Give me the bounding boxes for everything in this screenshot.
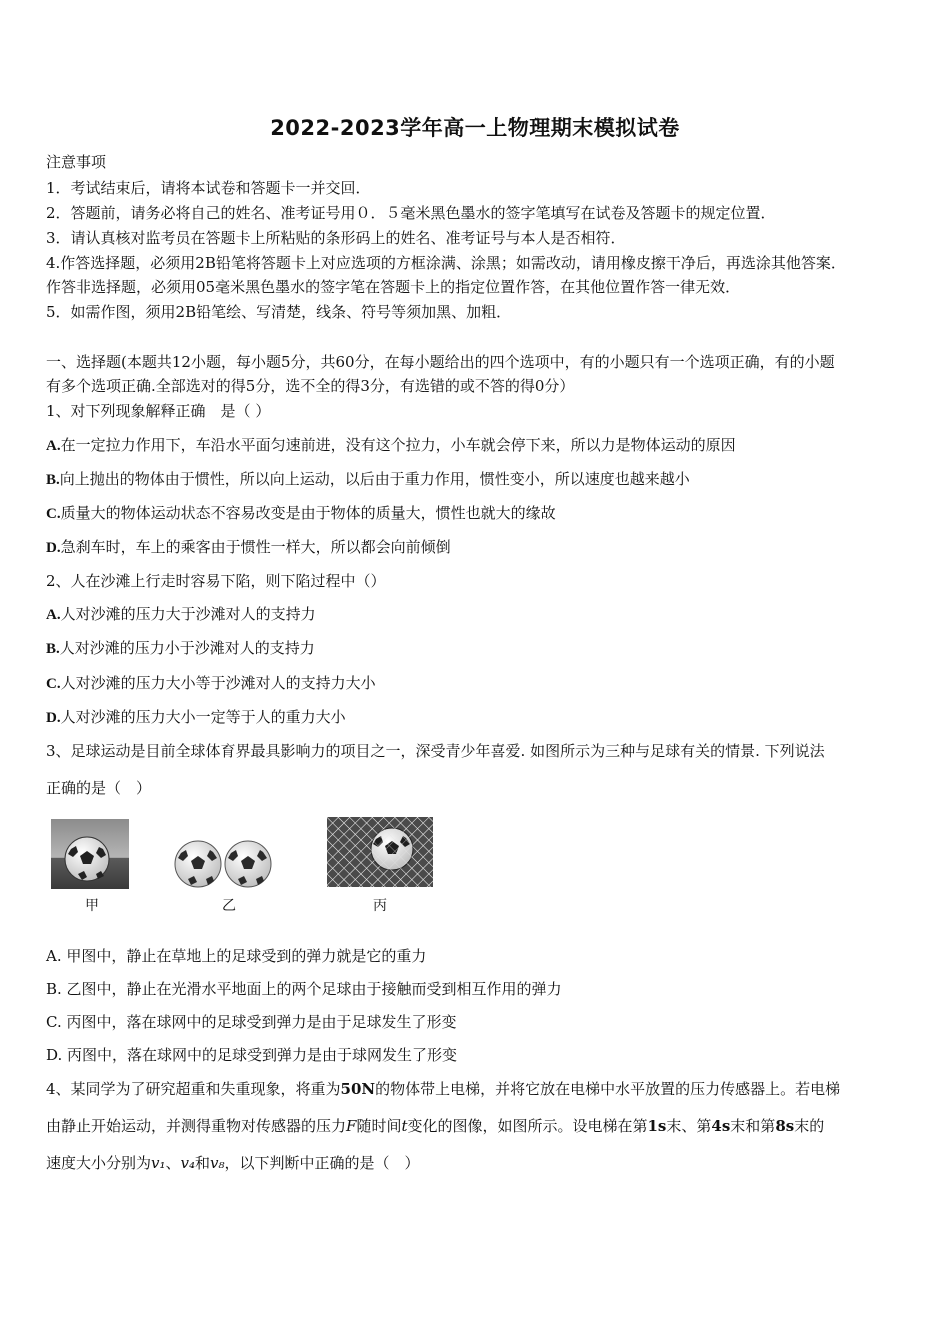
question-1-stem: 1、对下列现象解释正确 是（ ）: [46, 402, 271, 420]
figure-yi-image: [171, 839, 275, 889]
page-title: 2022-2023学年高一上物理期末模拟试卷: [270, 116, 680, 140]
q2-option-c: C.人对沙滩的压力大小等于沙滩对人的支持力大小: [46, 674, 376, 692]
q2-option-d: D.人对沙滩的压力大小一定等于人的重力大小: [46, 708, 346, 726]
q3-option-c: C. 丙图中，落在球网中的足球受到弹力是由于足球发生了形变: [46, 1013, 457, 1031]
q3-option-a: A. 甲图中，静止在草地上的足球受到的弹力就是它的重力: [46, 947, 427, 965]
notice-item: 1．考试结束后，请将本试卷和答题卡一并交回．: [46, 179, 371, 197]
q3-option-d: D. 丙图中，落在球网中的足球受到弹力是由于球网发生了形变: [46, 1046, 458, 1064]
q2-option-b: B.人对沙滩的压力小于沙滩对人的支持力: [46, 639, 315, 657]
q1-option-a: A.在一定拉力作用下，车沿水平面匀速前进，没有这个拉力，小车就会停下来，所以力是物体运动的原因: [46, 436, 736, 454]
figure-caption-bing: 丙: [373, 898, 387, 914]
question-3-stem: 3、足球运动是目前全球体育界最具影响力的项目之一，深受青少年喜爱. 如图所示为三种与足球有关的情景. 下列说法: [46, 742, 825, 760]
figure-caption-jia: 甲: [85, 898, 99, 914]
notice-item: 作答非选择题，必须用05毫米黑色墨水的签字笔在答题卡上的指定位置作答，在其他位置作答一律无效．: [46, 278, 741, 296]
notice-item: 4.作答选择题，必须用2B铅笔将答题卡上对应选项的方框涂满、涂黑；如需改动，请用橡皮擦干净后，再选涂其他答案．: [46, 254, 846, 272]
question-4-stem-line3: 速度大小分别为v₁、v₄和v₈，以下判断中正确的是（ ）: [46, 1154, 420, 1172]
q3-option-b: B. 乙图中，静止在光滑水平地面上的两个足球由于接触而受到相互作用的弹力: [46, 980, 562, 998]
question-4-stem-line1: 4、某同学为了研究超重和失重现象，将重为50N的物体带上电梯，并将它放在电梯中水平放置的压力传感器上。若电梯: [46, 1080, 841, 1098]
q1-option-c: C.质量大的物体运动状态不容易改变是由于物体的质量大，惯性也就大的缘故: [46, 504, 556, 522]
notice-item: 2．答题前，请务必将自己的姓名、准考证号用０．５毫米黑色墨水的签字笔填写在试卷及答题卡的规定位置．: [46, 204, 776, 222]
question-4-stem-line2: 由静止开始运动，并测得重物对传感器的压力F随时间t变化的图像，如图所示。设电梯在第1s末、第4s末和第8s末的: [46, 1117, 825, 1135]
soccer-figures: [48, 815, 448, 915]
notice-item: 5．如需作图，须用2B铅笔绘、写清楚，线条、符号等须加黑、加粗．: [46, 303, 512, 321]
q2-option-a: A.人对沙滩的压力大于沙滩对人的支持力: [46, 605, 316, 623]
notice-item: 3．请认真核对监考员在答题卡上所粘贴的条形码上的姓名、准考证号与本人是否相符．: [46, 229, 626, 247]
figure-bing-image: [327, 817, 433, 887]
q1-option-d: D.急刹车时，车上的乘客由于惯性一样大，所以都会向前倾倒: [46, 538, 451, 556]
figure-jia-image: [51, 819, 129, 889]
question-3-stem-cont: 正确的是（ ）: [46, 779, 152, 797]
section-heading-cont: 有多个选项正确.全部选对的得5分，选不全的得3分，有选错的或不答的得0分）: [46, 377, 575, 395]
section-heading: 一、选择题(本题共12小题，每小题5分，共60分，在每小题给出的四个选项中，有的小题只有一个选项正确，有的小题: [46, 353, 835, 371]
notice-heading: 注意事项: [46, 153, 107, 171]
q1-option-b: B.向上抛出的物体由于惯性，所以向上运动，以后由于重力作用，惯性变小，所以速度也越来越小: [46, 470, 690, 488]
figure-caption-yi: 乙: [222, 898, 236, 914]
question-2-stem: 2、人在沙滩上行走时容易下陷，则下陷过程中（）: [46, 572, 386, 590]
